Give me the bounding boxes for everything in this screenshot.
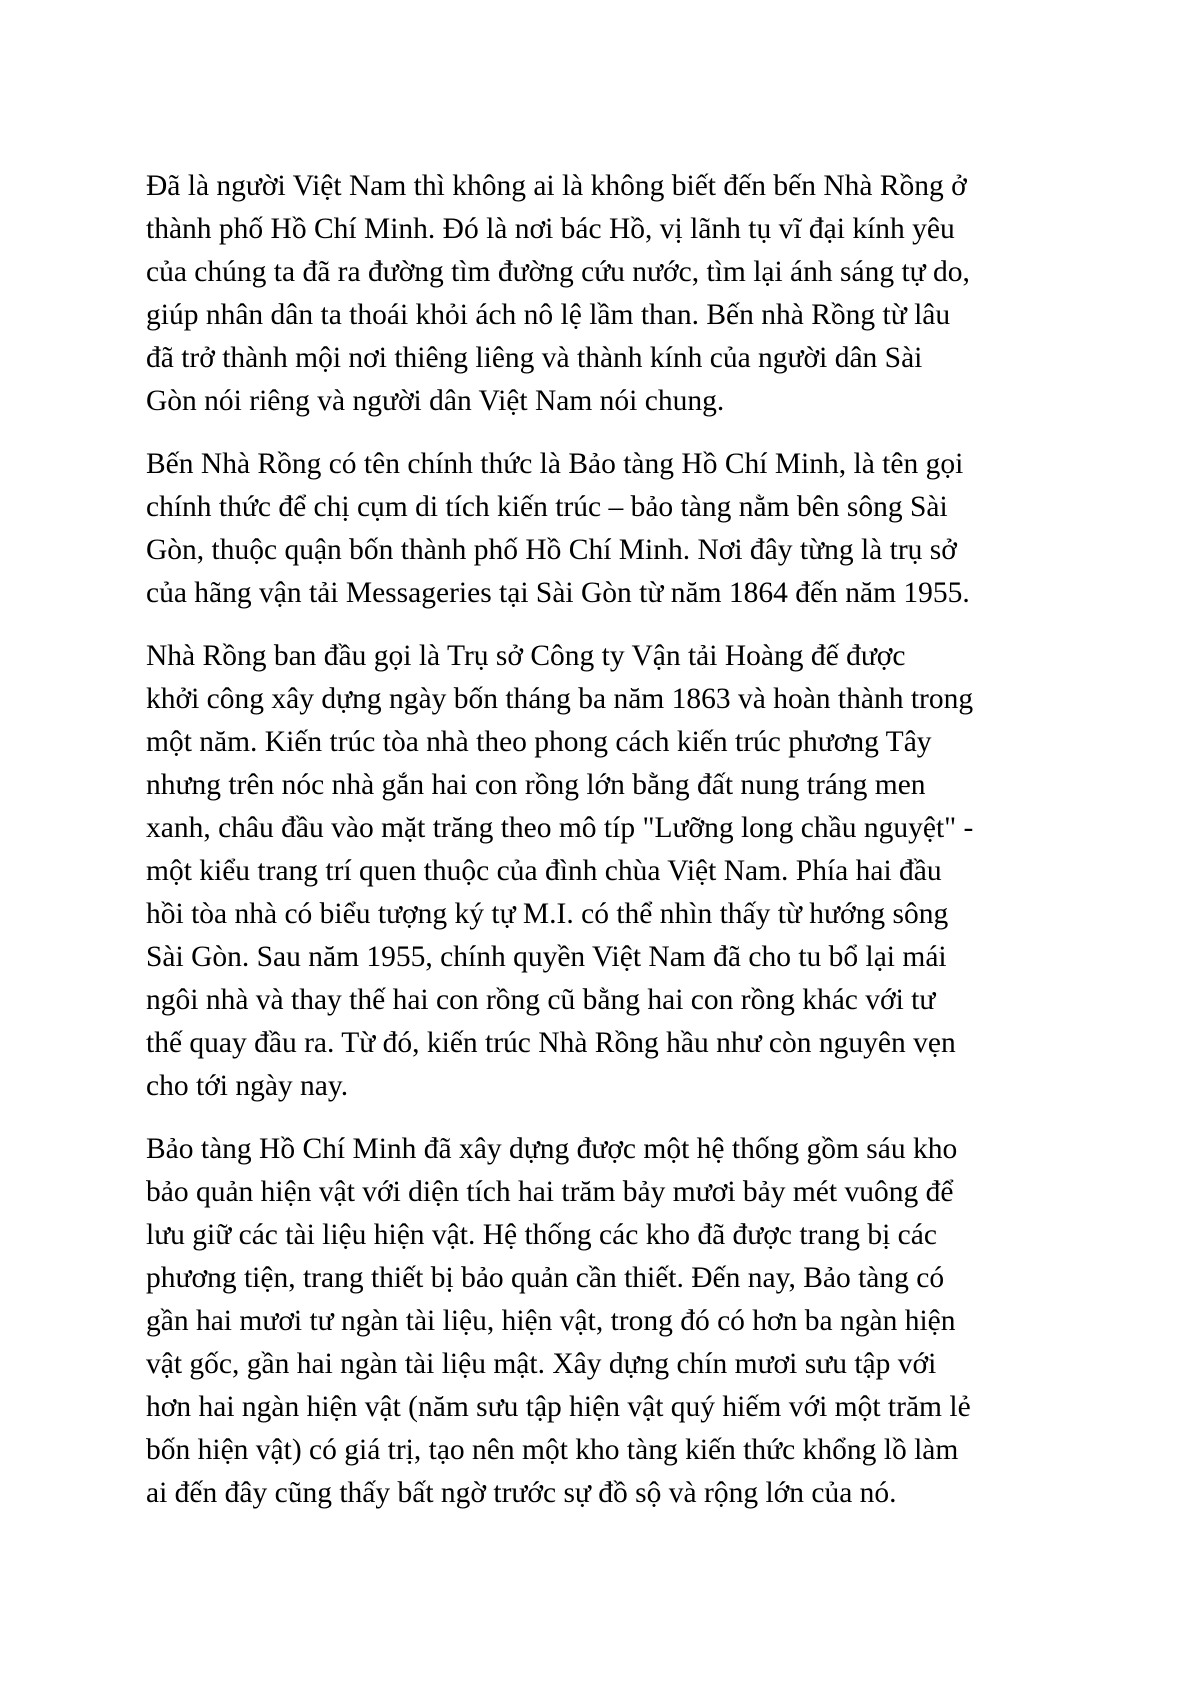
text-line: Sài Gòn. Sau năm 1955, chính quyền Việt Nam đã cho tu bổ lại mái — [146, 941, 947, 973]
text-line: khởi công xây dựng ngày bốn tháng ba năm 1863 và hoàn thành trong — [146, 683, 974, 715]
text-line: của hãng vận tải Messageries tại Sài Gòn từ năm 1864 đến năm 1955. — [146, 577, 970, 609]
text-line: phương tiện, trang thiết bị bảo quản cần thiết. Đến nay, Bảo tàng có — [146, 1262, 945, 1294]
text-line: hồi tòa nhà có biểu tượng ký tự M.I. có thể nhìn thấy từ hướng sông — [146, 898, 949, 930]
text-line: bảo quản hiện vật với diện tích hai trăm bảy mươi bảy mét vuông để — [146, 1176, 954, 1208]
text-line: chính thức để chị cụm di tích kiến trúc – bảo tàng nằm bên sông Sài — [146, 491, 948, 523]
text-line: của chúng ta đã ra đường tìm đường cứu nước, tìm lại ánh sáng tự do, — [146, 256, 970, 288]
text-line: thành phố Hồ Chí Minh. Đó là nơi bác Hồ, vị lãnh tụ vĩ đại kính yêu — [146, 213, 955, 245]
text-line: Gòn nói riêng và người dân Việt Nam nói chung. — [146, 385, 725, 417]
document-body — [146, 165, 1066, 1515]
text-line: vật gốc, gần hai ngàn tài liệu mật. Xây dựng chín mươi sưu tập với — [146, 1348, 937, 1380]
text-line: Bảo tàng Hồ Chí Minh đã xây dựng được một hệ thống gồm sáu kho — [146, 1133, 958, 1165]
text-line: cho tới ngày nay. — [146, 1070, 349, 1102]
paragraph-collections — [146, 1128, 1066, 1515]
text-line: bốn hiện vật) có giá trị, tạo nên một kho tàng kiến thức khổng lồ làm — [146, 1434, 959, 1466]
text-line: đã trở thành mội nơi thiêng liêng và thành kính của người dân Sài — [146, 342, 923, 374]
text-line: Bến Nhà Rồng có tên chính thức là Bảo tàng Hồ Chí Minh, là tên gọi — [146, 448, 964, 480]
text-line: Gòn, thuộc quận bốn thành phố Hồ Chí Minh. Nơi đây từng là trụ sở — [146, 534, 957, 566]
text-line: ai đến đây cũng thấy bất ngờ trước sự đồ sộ và rộng lớn của nó. — [146, 1477, 897, 1509]
text-line: xanh, châu đầu vào mặt trăng theo mô típ "Lưỡng long chầu nguyệt" - — [146, 812, 974, 844]
text-line: hơn hai ngàn hiện vật (năm sưu tập hiện vật quý hiếm với một trăm lẻ — [146, 1391, 971, 1423]
text-line: lưu giữ các tài liệu hiện vật. Hệ thống các kho đã được trang bị các — [146, 1219, 937, 1251]
paragraph-architecture — [146, 635, 1066, 1108]
text-line: thế quay đầu ra. Từ đó, kiến trúc Nhà Rồng hầu như còn nguyên vẹn — [146, 1027, 956, 1059]
text-line: một kiểu trang trí quen thuộc của đình chùa Việt Nam. Phía hai đầu — [146, 855, 942, 887]
text-line: gần hai mươi tư ngàn tài liệu, hiện vật, trong đó có hơn ba ngàn hiện — [146, 1305, 956, 1337]
text-line: một năm. Kiến trúc tòa nhà theo phong cách kiến trúc phương Tây — [146, 726, 932, 758]
text-line: ngôi nhà và thay thế hai con rồng cũ bằng hai con rồng khác với tư — [146, 984, 936, 1016]
text-line: giúp nhân dân ta thoái khỏi ách nô lệ lầm than. Bến nhà Rồng từ lâu — [146, 299, 951, 331]
text-line: Đã là người Việt Nam thì không ai là không biết đến bến Nhà Rồng ở — [146, 170, 967, 202]
paragraph-intro — [146, 165, 1066, 423]
text-line: Nhà Rồng ban đầu gọi là Trụ sở Công ty Vận tải Hoàng đế được — [146, 640, 906, 672]
text-line: nhưng trên nóc nhà gắn hai con rồng lớn bằng đất nung tráng men — [146, 769, 926, 801]
paragraph-official-name — [146, 443, 1066, 615]
